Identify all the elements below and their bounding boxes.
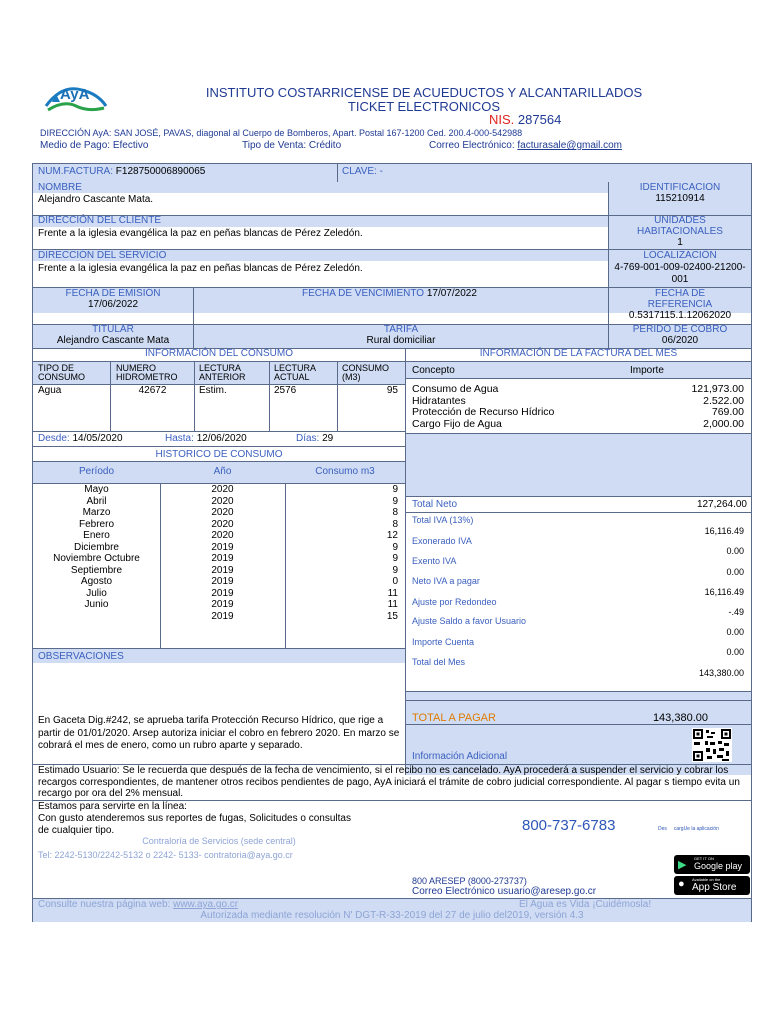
concepto-name: Protección de Recurso Hídrico [412, 406, 555, 418]
localizacion-value: 4-769-001-009-02400-21200-001 [614, 262, 746, 285]
list-item: Junio [84, 599, 109, 610]
concepto-importe: 769.00 [711, 406, 744, 418]
apple-icon: ● [678, 878, 685, 890]
list-item: Julio [86, 587, 107, 599]
correo-header [429, 140, 622, 151]
list-item: 11 [387, 599, 398, 610]
consumo-header-1: NUMERO HIDROMETRO [116, 363, 178, 382]
table-row [412, 419, 744, 431]
ident-label: IDENTIFICACION [639, 182, 721, 193]
importe-label: Importe [630, 365, 664, 376]
concepto-name: Consumo de Agua [412, 383, 499, 395]
concepto-label: Concepto [412, 365, 455, 376]
list-item: Noviembre Octubre [53, 553, 140, 564]
hasta [165, 433, 247, 444]
historico-header-periodo: Período [78, 466, 115, 477]
consumo-hidrometro: 42672 [138, 385, 167, 396]
consulte-label: Consulte nuestra página web: [38, 899, 171, 910]
list-item: 9 [392, 564, 398, 576]
fecha-venc-value: 17/07/2022 [426, 288, 477, 299]
factura-mes-title: INFORMACIÓN DE LA FACTURA DEL MES [479, 348, 678, 359]
correo-link[interactable]: facturasale@gmail.com [517, 140, 623, 151]
consumo-tipo: Agua [38, 385, 62, 396]
ident-value: 115210914 [655, 193, 705, 204]
ticket-title: TICKET ELECTRONICOS [347, 99, 501, 114]
nis-value: 287564 [517, 112, 562, 127]
google-play-label: Google play [694, 861, 743, 871]
exonerado-value: 0.00 [726, 546, 744, 556]
list-item: 2019 [211, 564, 234, 576]
titular-value: Alejandro Cascante Mata [56, 335, 170, 346]
total-neto-value: 127,264.00 [696, 499, 747, 510]
unidades-value: 1 [677, 237, 683, 248]
concepto-importe: 2,000.00 [703, 417, 744, 430]
list-item: 2020 [211, 530, 234, 541]
list-item: 2020 [211, 495, 234, 507]
consumo-header-3: LECTURA ACTUAL [274, 363, 316, 382]
autorizada: Autorizada mediante resolución N' DGT-R-33-2019 del 27 de julio del2019, versión 4.3 [200, 910, 584, 921]
lema: El Agua es Vida ¡Cuidémosla! [519, 899, 652, 910]
estamos-servirte: Estamos para servirte en la línea: [38, 801, 187, 812]
list-item: Febrero [78, 518, 114, 530]
num-factura-label: NUM.FACTURA: [38, 166, 113, 177]
historico-periodos [33, 484, 160, 611]
hasta-value: 12/06/2020 [196, 433, 247, 444]
dias [296, 433, 333, 444]
nombre-label: NOMBRE [38, 182, 82, 193]
nombre-value: Alejandro Cascante Mata. [38, 194, 154, 205]
list-item: 15 [386, 610, 398, 622]
conceptos-list [412, 384, 744, 430]
fecha-emision-value: 17/06/2022 [87, 299, 139, 310]
total-mes-value: 143,380.00 [698, 668, 744, 678]
aresep: 800 ARESEP (8000-273737) [412, 876, 527, 886]
localizacion-label: LOCALIZACIÓN [643, 250, 717, 261]
logo-text: AyA [60, 86, 90, 103]
clave: CLAVE: - [342, 166, 383, 177]
periodo-value: 06/2020 [661, 335, 699, 346]
list-item: 2019 [211, 541, 234, 553]
list-item: 11 [387, 587, 398, 599]
app-note: Des cargUe la aplicación [658, 826, 719, 832]
nis-block [489, 112, 561, 127]
desde-value: 14/05/2020 [72, 433, 123, 444]
list-item: Diciembre [73, 541, 119, 553]
nis-label: NIS. [489, 112, 515, 127]
list-item: 9 [392, 541, 398, 553]
tel-contraloria: Tel: 2242-5130/2242-5132 o 2242- 5133- contratoria@aya.go.cr [38, 850, 293, 860]
phone-number[interactable]: 800-737-6783 [522, 817, 616, 834]
dias-label: Días: [296, 433, 320, 444]
con-gusto: Con gusto atenderemos sus reportes de fugas, Solicitudes o consultas de cualquier tipo. [38, 813, 351, 836]
observaciones-label: OBSERVACIONES [38, 651, 124, 662]
concepto-importe: 2.522.00 [703, 394, 744, 407]
table-row [412, 384, 744, 396]
total-mes-label: Total del Mes [412, 657, 466, 667]
neto-iva-label: Neto IVA a pagar [412, 576, 480, 586]
aviso-usuario: Estimado Usuario: Se le recuerda que después de la fecha de vencimiento, si el recibo no es cancelado. AyA procederá a suspender el servicio y cobrar los recargos correspondientes, de mantener otros recibos pendientes de pago, AyA iniciará el trámite de cobro judicial correspondiente. Al pagar s tiempo evita un recargo por ora del 2% mensual. [38, 765, 740, 799]
list-item: 9 [392, 495, 398, 507]
app-store-badge[interactable] [674, 876, 750, 895]
total-neto-label: Total Neto [412, 499, 458, 510]
list-item: 9 [392, 484, 398, 495]
google-play-small: GET IT ON [694, 856, 714, 861]
tipo-venta: Tipo de Venta: Crédito [242, 140, 342, 151]
titular-label: TITULAR [92, 324, 134, 335]
aresep-correo: Correo Electrónico usuario@aresep.go.cr [412, 886, 597, 897]
total-iva-value: 16,116.49 [704, 526, 744, 536]
concepto-importe: 121,973.00 [691, 383, 744, 395]
ajuste-redondeo-value: -.49 [728, 607, 744, 617]
list-item: 2020 [211, 518, 234, 530]
dir-servicio-value: Frente a la iglesia evangélica la paz en peñas blancas de Pérez Zeledón. [38, 263, 363, 274]
list-item: 2019 [211, 587, 234, 599]
exento-label: Exento IVA [412, 556, 457, 566]
concepto-name: Hidratantes [412, 394, 466, 407]
historico-consumos [285, 484, 398, 622]
fecha-venc [302, 288, 477, 299]
importe-cuenta-value: 0.00 [726, 647, 744, 657]
direccion-aya: DIRECCIÓN AyA: SAN JOSÉ, PAVAS, diagonal al Cuerpo de Bomberos, Apart. Postal 167-1200 Ced. 200.4-000-542988 [40, 128, 523, 138]
desde [38, 433, 123, 444]
list-item: Enero [83, 530, 110, 541]
list-item: 12 [386, 530, 398, 541]
consumo-lect-act: 2576 [274, 385, 297, 396]
neto-iva-value: 16,116.49 [704, 587, 744, 597]
consumo-title: INFORMACIÓN DEL CONSUMO [145, 348, 293, 359]
list-item: 2019 [211, 576, 234, 587]
observaciones-text: En Gaceta Dig.#242, se aprueba tarifa Protección Recurso Hídrico, que rige a partir de 01/01/2020. Arsep autoriza iniciar el cobro en febrero 2020. En marzo se cobrará el mes de enero, como un rubro aparte y separado. [38, 715, 400, 751]
num-factura [38, 166, 205, 177]
app-store-small: Available on the [692, 877, 721, 882]
exonerado-label: Exonerado IVA [412, 536, 472, 546]
list-item: 2020 [211, 507, 234, 518]
consumo-m3: 95 [386, 385, 398, 396]
total-iva-label: Total IVA (13%) [412, 515, 474, 525]
list-item: Marzo [82, 507, 111, 518]
periodo-label: PERIDO DE COBRO [632, 324, 728, 335]
unidades-label: UNIDADES HABITACIONALES [637, 215, 723, 237]
consumo-header-4: CONSUMO (M3) [342, 363, 389, 382]
historico-header-consumo: Consumo m3 [315, 466, 375, 477]
desde-label: Desde: [38, 433, 70, 444]
historico-anios [160, 484, 285, 622]
ajuste-redondeo-label: Ajuste por Redondeo [412, 597, 497, 607]
medio-pago: Medio de Pago: Efectivo [40, 140, 149, 151]
list-item: 8 [392, 518, 398, 530]
contraloria: Contraloría de Servicios (sede central) [142, 836, 296, 846]
list-item: 0 [392, 576, 398, 587]
total-pagar-value: 143,380.00 [652, 712, 708, 724]
app-store-label: App Store [692, 882, 737, 893]
fecha-venc-label: FECHA DE VENCIMIENTO [302, 288, 425, 299]
institute-title: INSTITUTO COSTARRICENSE DE ACUEDUCTOS Y ALCANTARILLADOS [205, 85, 643, 100]
info-adicional: Información Adicional [412, 751, 508, 762]
list-item: 2020 [211, 484, 234, 495]
list-item: Agosto [80, 576, 113, 587]
num-factura-value: F128750006890065 [115, 166, 206, 177]
consumo-lect-ant: Estim. [199, 385, 227, 396]
historico-title: HISTORICO DE CONSUMO [155, 449, 283, 460]
list-item: 2019 [211, 610, 234, 622]
list-item: 2019 [211, 553, 234, 564]
list-item: Abril [86, 495, 107, 507]
consumo-header-0: TIPO DE CONSUMO [38, 363, 85, 382]
list-item: 8 [392, 507, 398, 518]
ajuste-saldo-label: Ajuste Saldo a favor Usuario [412, 616, 527, 626]
fecha-ref-label: FECHA DE REFERENCIA [647, 288, 713, 310]
hasta-label: Hasta: [165, 433, 194, 444]
web-link[interactable]: www.aya.go.cr [173, 899, 239, 910]
fecha-emision-label: FECHA DE EMISIÓN [65, 288, 161, 299]
dias-value: 29 [322, 433, 334, 444]
consumo-header-2: LECTURA ANTERIOR [199, 363, 246, 382]
historico-header-anio: Año [213, 466, 232, 477]
dir-cliente-value: Frente a la iglesia evangélica la paz en peñas blancas de Pérez Zeledón. [38, 228, 363, 239]
importe-cuenta-label: Importe Cuenta [412, 637, 475, 647]
concepto-name: Cargo Fijo de Agua [412, 417, 502, 430]
dir-servicio-label: DIRECCIÓN DEL SERVICIO [38, 250, 167, 261]
consulte-web [38, 899, 238, 910]
play-icon: ▶ [678, 859, 687, 871]
list-item: 2019 [211, 599, 234, 610]
list-item: Mayo [84, 484, 109, 495]
correo-label: Correo Electrónico: [429, 140, 515, 151]
list-item: Septiembre [70, 564, 123, 576]
tarifa-value: Rural domiciliar [366, 335, 436, 346]
fecha-ref-value: 0.5317115.1.12062020 [628, 310, 732, 321]
google-play-badge[interactable] [674, 855, 750, 874]
qr-code-icon [692, 728, 732, 762]
tarifa-label: TARIFA [383, 324, 419, 335]
dir-cliente-label: DIRECCIÓN DEL CLIENTE [38, 215, 161, 226]
ajuste-saldo-value: 0.00 [726, 627, 744, 637]
exento-value: 0.00 [726, 567, 744, 577]
list-item: 9 [392, 553, 398, 564]
table-row [412, 407, 744, 419]
total-pagar-label: TOTAL A PAGAR [412, 712, 496, 724]
